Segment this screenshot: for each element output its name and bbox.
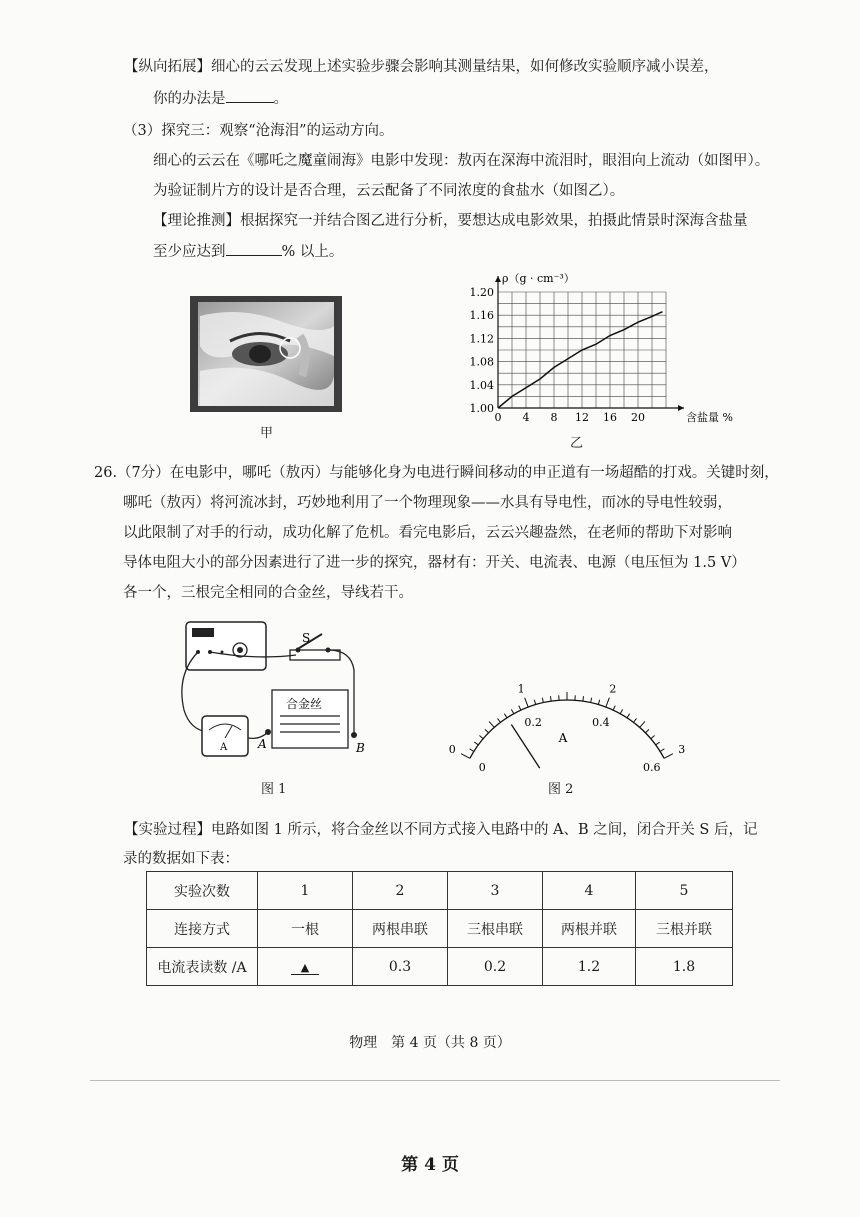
dial-tick [606,698,610,707]
answer-blank[interactable] [226,88,274,103]
dial-tick [519,706,521,711]
dial-arc [470,700,664,758]
table-cell: 1.2 [543,948,636,986]
dial-tick [664,754,673,759]
process-line-1 [124,820,757,840]
dial-tick [504,714,507,718]
table-cell: 连接方式 [147,910,258,948]
percent-blank[interactable] [226,241,282,256]
dial-top-label: 2 [609,682,617,696]
dial-tick [640,721,645,727]
circuit-diagram [176,620,376,770]
theory-text-2a: 至少应达到 [153,244,226,260]
x-tick-label: 12 [575,411,589,424]
table-cell: 两根并联 [543,910,636,948]
q26-intro-3: 以此限制了对手的行动，成功化解了危机。看完电影后，云云兴趣盎然，在老师的帮助下对影响 [123,525,732,541]
theory-line-2 [153,241,343,262]
extension-end: 。 [273,91,288,107]
dial-tick [656,742,660,745]
dial-tick [583,696,584,701]
table-cell: 3 [448,872,543,910]
dial-tick [470,749,474,752]
dial-tick [489,721,494,727]
data-table [146,871,733,986]
fig1-caption: 图 1 [261,782,287,797]
dial-bottom-label: 0.6 [643,760,661,774]
dial-tick [511,709,513,713]
dial-tick [461,754,470,759]
x-tick-label: 4 [522,411,530,424]
dial-tick [542,698,543,703]
dial-tick [474,742,478,745]
table-row [147,910,733,948]
x-axis-arrow [678,405,684,411]
dial-tick [485,729,489,733]
y-tick-label: 1.00 [469,402,494,415]
q26-intro-2: 哪吒（敖丙）将河流冰封，巧妙地利用了一个物理现象——水具有导电性，而冰的导电性较弱， [123,495,732,511]
y-tick-label: 1.20 [469,286,494,299]
dial-tick [627,714,630,718]
table-cell: 1 [258,872,353,910]
table-cell: 两根串联 [353,910,448,948]
dial-tick [479,735,483,738]
process-bracket: 【实验过程】 [124,822,211,838]
x-axis-label: 含盐量 % [686,411,733,424]
alloy-wire-label: 合金丝 [286,697,323,711]
dial-tick [497,718,500,722]
theory-bracket: 【理论推测】 [153,213,240,229]
theory-text-2b: % 以上。 [281,244,344,260]
table-cell: 实验次数 [147,872,258,910]
dial-top-label: 3 [678,742,686,756]
dial-tick [534,700,535,705]
y-tick-label: 1.16 [469,309,494,323]
ammeter-label: A [220,742,228,753]
theory-line-1 [153,211,748,231]
dial-tick [660,749,664,752]
terminal-a: A [258,737,267,751]
part3-text-1: 细心的云云在《哪吒之魔童闹海》电影中发现：敖丙在深海中流泪时，眼泪向上流动（如图甲）。 [153,153,770,169]
fig-yi-caption: 乙 [570,436,584,451]
extension-bracket: 【纵向拓展】 [124,59,211,75]
switch-label: S [302,631,311,645]
x-tick-label: 0 [494,411,502,424]
dial-tick [525,698,529,707]
page-number: 第 4 页 [401,1155,459,1175]
q26-intro-5: 各一个，三根完全相同的合金丝，导线若干。 [123,585,413,601]
dial-tick [613,706,615,711]
extension-text-2: 你的办法是 [153,91,226,107]
dial-needle [511,725,539,769]
part3-title: （3）探究三：观察“沧海泪”的运动方向。 [123,123,394,139]
table-cell: 4 [543,872,636,910]
part3-text-2: 为验证制片方的设计是否合理，云云配备了不同浓度的食盐水（如图乙）。 [153,183,625,199]
extension-line-1 [124,57,719,77]
dial-tick [651,735,655,738]
y-axis-arrow [495,276,501,282]
table-row [147,872,733,910]
dial-top-label: 1 [517,682,525,696]
process-line-2: 录的数据如下表： [123,851,239,867]
ammeter-dial [448,660,686,774]
table-cell: 0.3 [353,948,448,986]
terminal-b: B [356,741,365,755]
placeholder-triangle: ▲ [291,961,319,975]
theory-text: 根据探究一并结合图乙进行分析，要想达成电影效果，拍摄此情景时深海含盐量 [240,213,748,229]
x-tick-label: 20 [631,411,645,424]
dial-tick [598,700,599,705]
y-tick-label: 1.08 [469,355,494,369]
fig2-caption: 图 2 [548,782,574,797]
process-text-1: 电路如图 1 所示，将合金丝以不同方式接入电路中的 A、B 之间，闭合开关 S 后，记 [211,822,758,838]
density-chart [462,268,732,433]
dial-tick [550,696,551,701]
scan-edge-line [90,1080,780,1081]
table-row [147,948,733,986]
q26-intro-4: 导体电阻大小的部分因素进行了进一步的探究，器材有：开关、电流表、电源（电压恒为 1.5 V） [123,555,746,571]
table-cell: 0.2 [448,948,543,986]
dial-tick [634,718,637,722]
y-axis-label: ρ（g · cm⁻³） [502,272,575,285]
y-tick-label: 1.04 [469,378,494,392]
table-cell: 三根并联 [636,910,733,948]
q26-intro-1: 26.（7分）在电影中，哪吒（敖丙）与能够化身为电进行瞬间移动的申正道有一场超酷的打戏。关键时刻， [94,465,779,481]
table-cell: 2 [353,872,448,910]
table-cell: 1.8 [636,948,733,986]
table-cell: 三根串联 [448,910,543,948]
page-info: 物理 第 4 页（共 8 页） [349,1035,511,1051]
movie-still-image [190,296,342,412]
dial-top-label: 0 [448,742,456,756]
extension-line-2 [153,88,288,109]
fig-jia-caption: 甲 [260,426,274,441]
answer-cell[interactable] [258,948,353,986]
extension-text: 细心的云云发现上述实验步骤会影响其测量结果，如何修改实验顺序减小误差， [211,59,719,75]
dial-bottom-label: 0.4 [592,716,610,730]
x-tick-label: 8 [550,411,558,424]
table-cell: 5 [636,872,733,910]
dial-tick [620,709,622,713]
dial-bottom-label: 0 [478,760,486,774]
table-cell: 电流表读数 /A [147,948,258,986]
dial-unit: A [558,731,568,745]
table-cell: 一根 [258,910,353,948]
y-tick-label: 1.12 [469,332,494,346]
dial-bottom-label: 0.2 [524,716,542,730]
dial-tick [591,698,592,703]
x-tick-label: 16 [603,411,617,424]
dial-tick [645,729,649,733]
